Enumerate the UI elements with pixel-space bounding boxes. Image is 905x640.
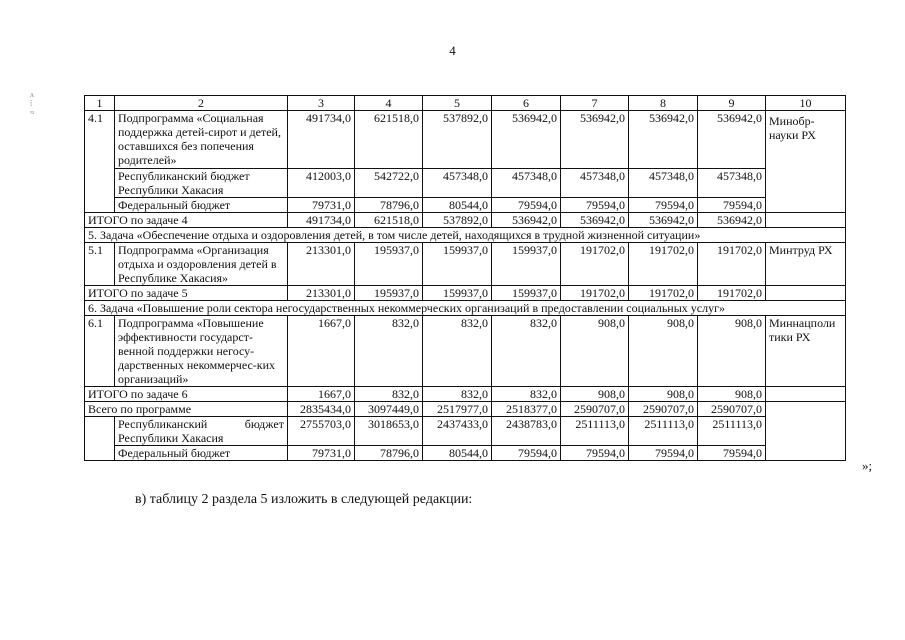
value-cell: 2590707,0 xyxy=(629,402,698,417)
value-cell: 832,0 xyxy=(355,316,423,387)
value-cell: 2590707,0 xyxy=(561,402,629,417)
row-name: Подпрограмма «Организация отдыха и оздоровления детей в Республике Хакасия» xyxy=(115,243,288,286)
value-cell: 2511113,0 xyxy=(561,417,629,446)
responsible-cell xyxy=(766,446,846,461)
row-index: 6.1 xyxy=(85,316,115,387)
row-name: Подпрограмма «Повышение эффективности государст-венной поддержки негосу-дарственных некоммерчес-ких организаций» xyxy=(115,316,288,387)
value-cell: 80544,0 xyxy=(423,446,492,461)
row-name xyxy=(115,417,288,446)
value-cell: 908,0 xyxy=(561,387,629,402)
value-cell: 2518377,0 xyxy=(492,402,561,417)
value-cell: 908,0 xyxy=(698,387,766,402)
row-name: ИТОГО по задаче 5 xyxy=(85,286,288,301)
header-cell: 6 xyxy=(492,96,561,111)
value-cell: 195937,0 xyxy=(355,243,423,286)
value-cell: 79594,0 xyxy=(492,198,561,213)
value-cell: 832,0 xyxy=(423,316,492,387)
table-row xyxy=(85,198,846,213)
value-cell: 412003,0 xyxy=(288,169,355,198)
subtotal-row xyxy=(85,286,846,301)
value-cell: 79594,0 xyxy=(561,198,629,213)
header-cell: 5 xyxy=(423,96,492,111)
closing-quote-mark: »; xyxy=(862,458,873,473)
value-cell: 191702,0 xyxy=(561,243,629,286)
value-cell: 536942,0 xyxy=(698,213,766,228)
value-cell: 3018653,0 xyxy=(355,417,423,446)
value-cell: 537892,0 xyxy=(423,213,492,228)
value-cell: 78796,0 xyxy=(355,446,423,461)
row-name: Всего по программе xyxy=(85,402,288,417)
value-cell: 2517977,0 xyxy=(423,402,492,417)
row-index xyxy=(85,169,115,198)
responsible-cell xyxy=(766,213,846,228)
value-cell: 457348,0 xyxy=(423,169,492,198)
value-cell: 536942,0 xyxy=(629,111,698,169)
value-cell: 191702,0 xyxy=(698,243,766,286)
value-cell: 2755703,0 xyxy=(288,417,355,446)
row-name-part: Республики Хакасия xyxy=(118,431,224,445)
total-row xyxy=(85,402,846,417)
row-name: Республиканский бюджет Республики Хакасия xyxy=(115,169,288,198)
header-cell: 4 xyxy=(355,96,423,111)
page-number: 4 xyxy=(449,43,456,58)
header-cell: 2 xyxy=(115,96,288,111)
value-cell: 79731,0 xyxy=(288,446,355,461)
value-cell: 832,0 xyxy=(492,387,561,402)
value-cell: 2590707,0 xyxy=(698,402,766,417)
row-name: Федеральный бюджет xyxy=(115,198,288,213)
row-index: 4.1 xyxy=(85,111,115,169)
header-cell: 9 xyxy=(698,96,766,111)
value-cell: 491734,0 xyxy=(288,111,355,169)
value-cell: 908,0 xyxy=(561,316,629,387)
value-cell: 159937,0 xyxy=(423,243,492,286)
value-cell: 2437433,0 xyxy=(423,417,492,446)
responsible-cell xyxy=(766,402,846,417)
value-cell: 2438783,0 xyxy=(492,417,561,446)
task-heading-row xyxy=(85,301,846,316)
footer-instruction: в) таблицу 2 раздела 5 изложить в следующей редакции: xyxy=(135,492,473,507)
value-cell: 191702,0 xyxy=(561,286,629,301)
row-name: ИТОГО по задаче 6 xyxy=(85,387,288,402)
value-cell: 621518,0 xyxy=(355,111,423,169)
header-cell: 10 xyxy=(766,96,846,111)
row-index xyxy=(85,198,115,213)
subtotal-row xyxy=(85,387,846,402)
value-cell: 457348,0 xyxy=(492,169,561,198)
value-cell: 537892,0 xyxy=(423,111,492,169)
value-cell: 191702,0 xyxy=(629,243,698,286)
value-cell: 78796,0 xyxy=(355,198,423,213)
task-heading-row xyxy=(85,228,846,243)
program-table xyxy=(84,95,846,461)
value-cell: 191702,0 xyxy=(629,286,698,301)
value-cell: 536942,0 xyxy=(698,111,766,169)
table-row xyxy=(85,417,846,446)
value-cell: 536942,0 xyxy=(561,111,629,169)
value-cell: 79594,0 xyxy=(629,446,698,461)
margin-mark: ᴧ ⁞ ≈ xyxy=(30,90,35,117)
responsible-cell: Миннацполи тики РХ xyxy=(766,316,846,387)
value-cell: 80544,0 xyxy=(423,198,492,213)
value-cell: 908,0 xyxy=(629,316,698,387)
value-cell: 457348,0 xyxy=(629,169,698,198)
value-cell: 832,0 xyxy=(492,316,561,387)
value-cell: 491734,0 xyxy=(288,213,355,228)
responsible-cell xyxy=(766,286,846,301)
value-cell: 457348,0 xyxy=(698,169,766,198)
header-cell: 1 xyxy=(85,96,115,111)
value-cell: 3097449,0 xyxy=(355,402,423,417)
value-cell: 79594,0 xyxy=(561,446,629,461)
table-row xyxy=(85,111,846,169)
header-row xyxy=(85,96,846,111)
row-name: Подпрограмма «Социальная поддержка детей-сирот и детей, оставшихся без попечения родителей» xyxy=(115,111,288,169)
row-index xyxy=(85,446,115,461)
table-row xyxy=(85,446,846,461)
value-cell: 159937,0 xyxy=(492,243,561,286)
value-cell: 195937,0 xyxy=(355,286,423,301)
value-cell: 2835434,0 xyxy=(288,402,355,417)
value-cell: 542722,0 xyxy=(355,169,423,198)
header-cell: 7 xyxy=(561,96,629,111)
value-cell: 832,0 xyxy=(423,387,492,402)
value-cell: 536942,0 xyxy=(492,111,561,169)
value-cell: 79731,0 xyxy=(288,198,355,213)
header-cell: 3 xyxy=(288,96,355,111)
value-cell: 213301,0 xyxy=(288,243,355,286)
table-row xyxy=(85,169,846,198)
value-cell: 213301,0 xyxy=(288,286,355,301)
row-index xyxy=(85,417,115,446)
responsible-cell xyxy=(766,417,846,446)
value-cell: 621518,0 xyxy=(355,213,423,228)
row-index: 5.1 xyxy=(85,243,115,286)
value-cell: 908,0 xyxy=(698,316,766,387)
responsible-cell xyxy=(766,387,846,402)
value-cell: 2511113,0 xyxy=(698,417,766,446)
value-cell: 536942,0 xyxy=(561,213,629,228)
table-row xyxy=(85,316,846,387)
value-cell: 2511113,0 xyxy=(629,417,698,446)
task-heading: 6. Задача «Повышение роли сектора негосударственных некоммерческих организаций в предоставлении социальных услуг» xyxy=(85,301,846,316)
row-name: Федеральный бюджет xyxy=(115,446,288,461)
value-cell: 191702,0 xyxy=(698,286,766,301)
value-cell: 79594,0 xyxy=(629,198,698,213)
row-name-part: Республиканский xyxy=(118,417,208,431)
value-cell: 79594,0 xyxy=(492,446,561,461)
value-cell: 79594,0 xyxy=(698,446,766,461)
row-name: ИТОГО по задаче 4 xyxy=(85,213,288,228)
value-cell: 536942,0 xyxy=(629,213,698,228)
value-cell: 159937,0 xyxy=(423,286,492,301)
value-cell: 457348,0 xyxy=(561,169,629,198)
value-cell: 908,0 xyxy=(629,387,698,402)
value-cell: 1667,0 xyxy=(288,316,355,387)
subtotal-row xyxy=(85,213,846,228)
value-cell: 536942,0 xyxy=(492,213,561,228)
value-cell: 1667,0 xyxy=(288,387,355,402)
value-cell: 159937,0 xyxy=(492,286,561,301)
value-cell: 79594,0 xyxy=(698,198,766,213)
table-row xyxy=(85,243,846,286)
header-cell: 8 xyxy=(629,96,698,111)
value-cell: 832,0 xyxy=(355,387,423,402)
responsible-cell: Минтруд РХ xyxy=(766,243,846,286)
responsible-cell: Минобр-науки РХ xyxy=(766,111,846,213)
row-name-part: бюджет xyxy=(244,417,284,431)
task-heading: 5. Задача «Обеспечение отдыха и оздоровления детей, в том числе детей, находящихся в трудной жизненной ситуации» xyxy=(85,228,846,243)
